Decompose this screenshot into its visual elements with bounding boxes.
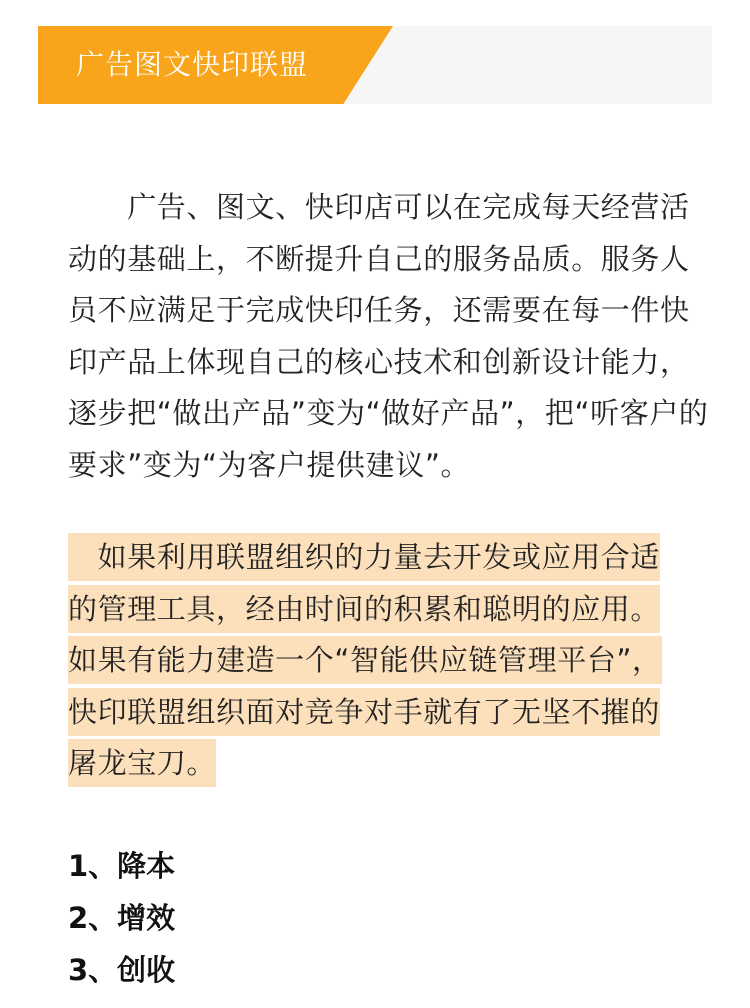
highlighted-text: 如果利用联盟组织的力量去开发或应用合适的管理工具，经由时间的积累和聪明的应用。如果有能力建造一个“智能供应链管理平台”，快印联盟组织面对竞争对手就有了无坚不摧的屠龙宝刀。: [68, 533, 662, 787]
section-header: [38, 26, 712, 104]
section-title: 广告图文快印联盟: [76, 48, 309, 81]
intro-paragraph: 广告、图文、快印店可以在完成每天经营活动的基础上，不断提升自己的服务品质。服务人员不应满足于完成快印任务，还需要在每一件快印产品上体现自己的核心技术和创新设计能力，逐步把“做出产品”变为“做好产品”，把“听客户的要求”变为“为客户提供建议”。: [68, 190, 709, 482]
list-item-cost-reduction: 1、降本: [68, 849, 176, 883]
list-item-revenue: 3、创收: [68, 953, 176, 987]
steps-list: [68, 840, 175, 996]
highlighted-paragraph: [68, 532, 668, 790]
list-item-efficiency: 2、增效: [68, 901, 176, 935]
